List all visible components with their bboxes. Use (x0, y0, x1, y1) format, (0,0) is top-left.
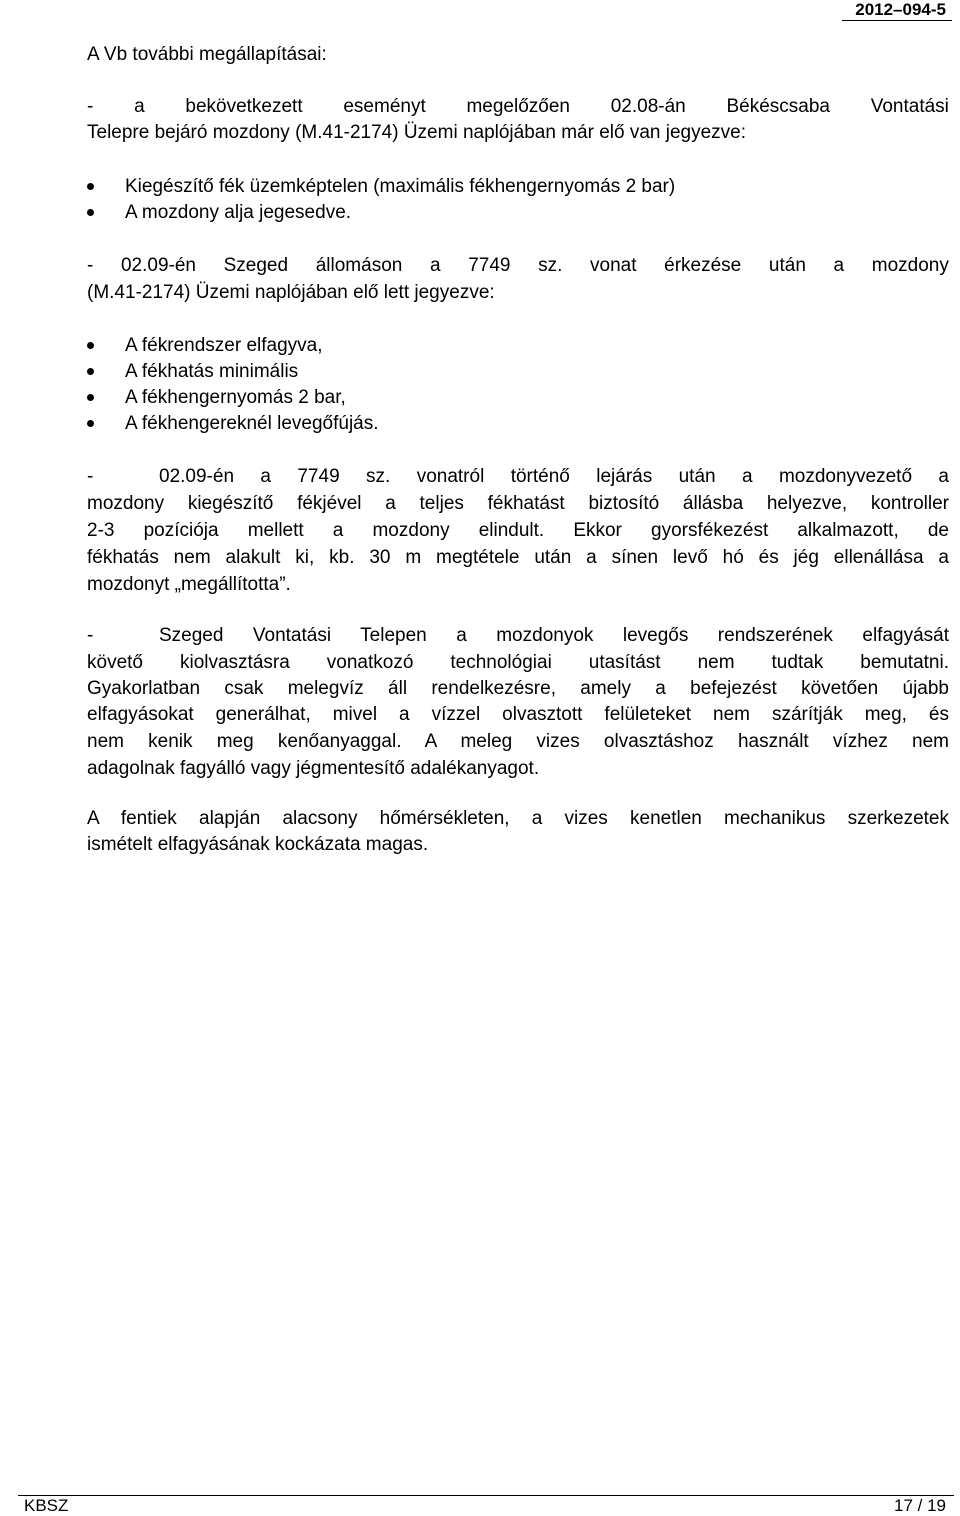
word: sz. (538, 255, 563, 276)
footer-rule (18, 1495, 954, 1496)
p2-line1 (87, 253, 949, 280)
word: után (768, 255, 806, 276)
p3-line4: fékhatás nem alakult ki, kb. 30 m megtétele után a sínen levő hó és jég ellenállása a (87, 547, 949, 568)
word: a (833, 255, 845, 276)
footer-org: KBSZ (24, 1496, 69, 1515)
word: a (429, 255, 441, 276)
p1-line1 (87, 94, 949, 121)
word: eseményt (343, 96, 426, 117)
word: megelőzően (466, 96, 570, 117)
p4-line1-text: Szeged Vontatási Telepen a mozdonyok levegős rendszerének elfagyását (159, 625, 949, 646)
dash-marker: - (87, 625, 94, 646)
list-item-text: A fékhatás minimális (125, 361, 299, 382)
p3-line2: mozdony kiegészítő fékjével a teljes fékhatást biztosító állásba helyezve, kontroller (87, 493, 949, 514)
document-id: 2012–094-5 (855, 0, 946, 19)
word: 02.08-án (610, 96, 686, 117)
word: a (134, 96, 145, 117)
p1-line2: Telepre bejáró mozdony (M.41-2174) Üzemi naplójában már elő van jegyezve: (87, 122, 747, 143)
bullet-icon (87, 420, 94, 427)
list-item-text: Kiegészítő fék üzemképtelen (maximális fékhengernyomás 2 bar) (125, 176, 676, 197)
p4-line4: elfagyásokat generálhat, mivel a vízzel olvasztott felületeket nem szárítják meg, és (87, 704, 949, 725)
bullet-icon (87, 368, 94, 375)
dash-marker: - (87, 466, 94, 487)
p3-line5: mozdonyt „megállította”. (87, 574, 291, 595)
bullet-icon (87, 342, 94, 349)
p4-line2: követő kiolvasztásra vonatkozó technológiai utasítást nem tudtak bemutatni. (87, 652, 949, 673)
p5-line1: A fentiek alapján alacsony hőmérsékleten, a vizes kenetlen mechanikus szerkezetek (87, 808, 949, 829)
bullet-icon (87, 183, 94, 190)
bullet-icon (87, 209, 94, 216)
dash-marker: - (87, 96, 94, 117)
word: 7749 (468, 255, 511, 276)
word: Szeged (223, 255, 289, 276)
page-number: 17 / 19 (894, 1496, 946, 1515)
word: vonat (590, 255, 637, 276)
p4-line3: Gyakorlatban csak melegvíz áll rendelkezésre, amely a befejezést követően újabb (87, 678, 949, 699)
list-item-text: A fékhengereknél levegőfújás. (125, 413, 379, 434)
p4-line1 (87, 623, 949, 650)
p3-line1 (87, 464, 949, 491)
header-rule (842, 20, 952, 21)
p5-line2: ismételt elfagyásának kockázata magas. (87, 834, 429, 855)
section-heading: A Vb további megállapításai: (87, 44, 327, 65)
word: állomáson (315, 255, 403, 276)
list-item-text: A mozdony alja jegesedve. (125, 202, 352, 223)
p3-line3: 2-3 pozíciója mellett a mozdony elindult. Ekkor gyorsfékezést alkalmazott, de (87, 520, 949, 541)
word: Vontatási (870, 96, 949, 117)
list-item-text: A fékhengernyomás 2 bar, (125, 387, 346, 408)
p2-line2: (M.41-2174) Üzemi naplójában elő lett jegyezve: (87, 282, 495, 303)
list-item-text: A fékrendszer elfagyva, (125, 335, 323, 356)
word: Békéscsaba (726, 96, 830, 117)
word: 02.09-én (120, 255, 196, 276)
p4-line5: nem kenik meg kenőanyaggal. A meleg vizes olvasztáshoz használt vízhez nem (87, 731, 949, 752)
word: bekövetkezett (185, 96, 303, 117)
p3-line1-text: 02.09-én a 7749 sz. vonatról történő lejárás után a mozdonyvezető a (159, 466, 949, 487)
dash-marker: - (87, 255, 94, 276)
word: érkezése (664, 255, 742, 276)
p4-line6: adagolnak fagyálló vagy jégmentesítő adalékanyagot. (87, 758, 540, 779)
word: mozdony (871, 255, 949, 276)
bullet-icon (87, 394, 94, 401)
